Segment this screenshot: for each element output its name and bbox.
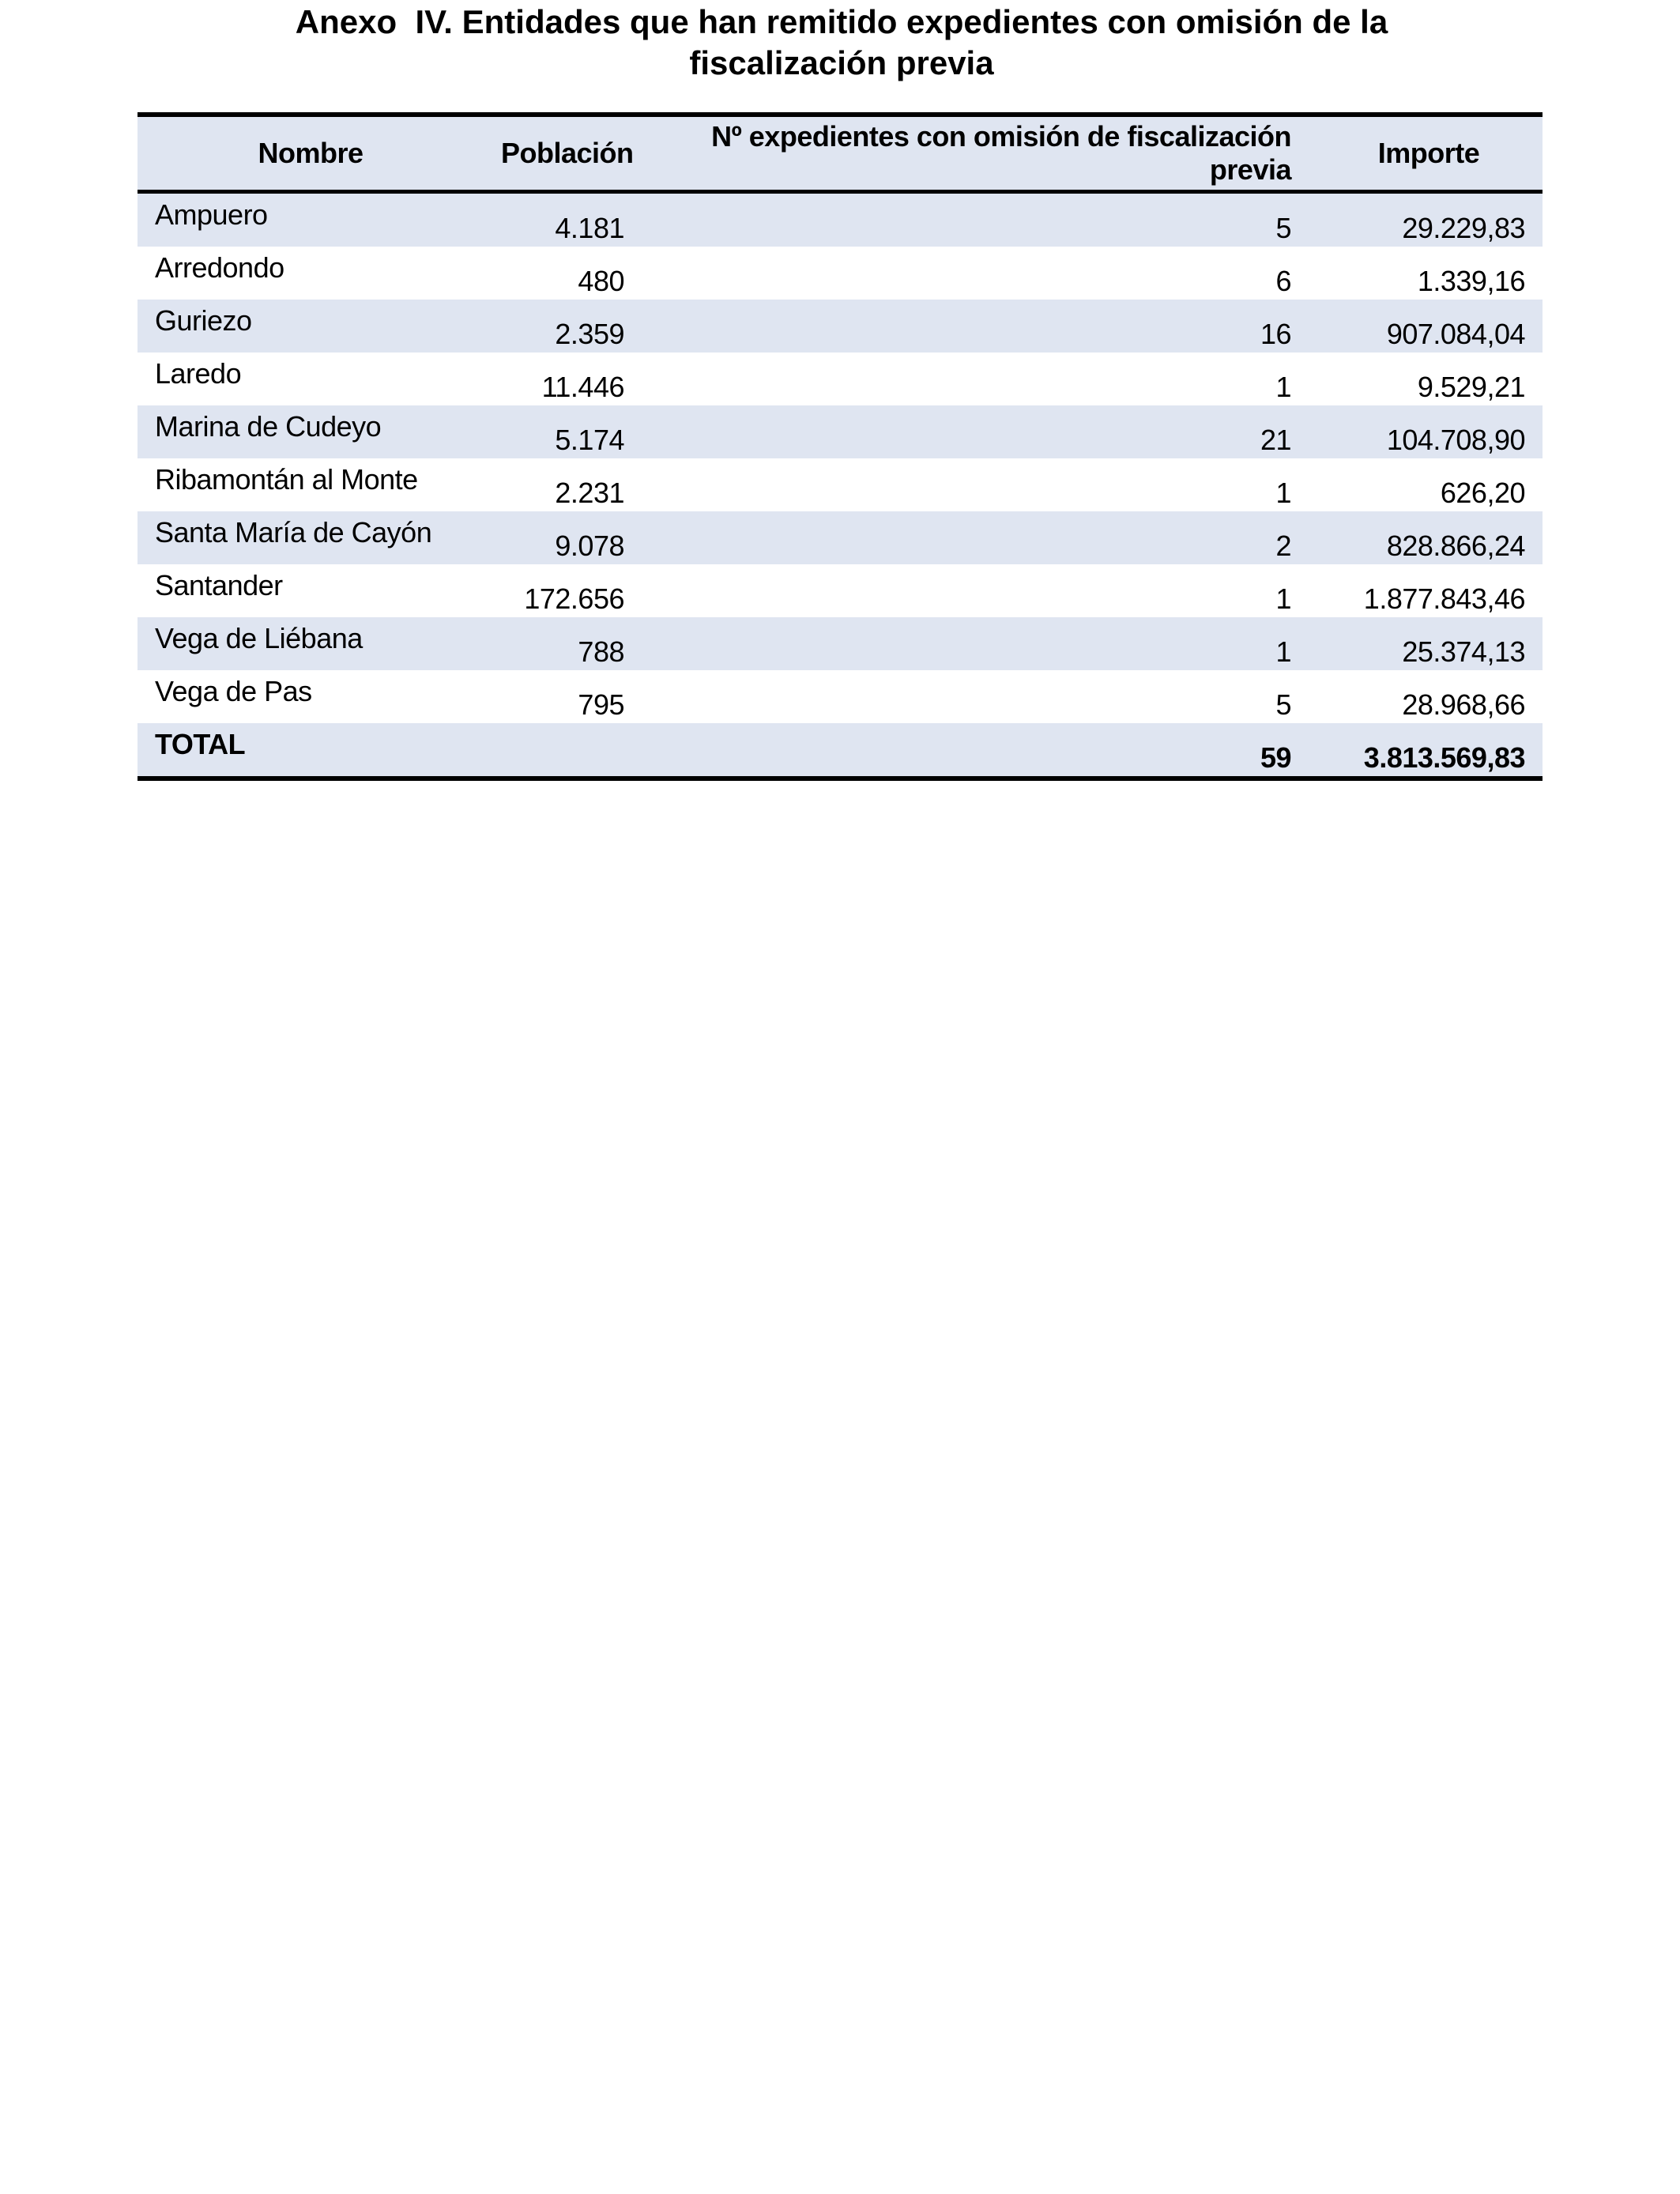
table-row — [137, 511, 1543, 564]
annex-table-container — [137, 112, 1543, 781]
cell-nombre: Arredondo — [155, 251, 284, 284]
header-poblacion: Población — [501, 137, 634, 169]
cell-expedientes: 21 — [1260, 424, 1291, 456]
title-line-1: Anexo IV. Entidades que han remitido expedientes con omisión de la — [295, 3, 1388, 40]
table-header — [137, 115, 1543, 192]
total-row — [137, 723, 1543, 778]
cell-importe: 1.877.843,46 — [1363, 582, 1525, 615]
table-row — [137, 670, 1543, 723]
cell-importe: 28.968,66 — [1402, 688, 1525, 721]
table-row — [137, 300, 1543, 352]
header-importe: Importe — [1377, 137, 1480, 169]
cell-importe: 104.708,90 — [1386, 424, 1525, 456]
cell-poblacion: 9.078 — [555, 530, 624, 562]
table-row — [137, 247, 1543, 300]
table-row — [137, 405, 1543, 458]
total-importe: 3.813.569,83 — [1363, 741, 1525, 774]
cell-poblacion: 5.174 — [555, 424, 624, 456]
header-row — [137, 115, 1543, 192]
cell-expedientes: 5 — [1275, 688, 1291, 721]
total-expedientes: 59 — [1260, 741, 1291, 774]
cell-nombre: Santander — [155, 569, 283, 601]
cell-importe: 626,20 — [1440, 477, 1525, 509]
table-row — [137, 617, 1543, 670]
title-line-2: fiscalización previa — [689, 44, 994, 81]
cell-poblacion: 788 — [578, 635, 624, 668]
cell-poblacion: 172.656 — [524, 582, 624, 615]
cell-expedientes: 5 — [1275, 212, 1291, 244]
table-row — [137, 458, 1543, 511]
cell-importe: 907.084,04 — [1386, 318, 1525, 350]
cell-nombre: Marina de Cudeyo — [155, 410, 382, 443]
total-label: TOTAL — [155, 728, 246, 760]
cell-nombre: Vega de Liébana — [155, 622, 363, 654]
cell-poblacion: 2.231 — [555, 477, 624, 509]
cell-importe: 25.374,13 — [1402, 635, 1525, 668]
cell-expedientes: 1 — [1275, 582, 1291, 615]
table-footer — [137, 723, 1543, 778]
cell-nombre: Vega de Pas — [155, 675, 312, 707]
cell-importe: 828.866,24 — [1386, 530, 1525, 562]
cell-expedientes: 1 — [1275, 371, 1291, 403]
cell-nombre: Ribamontán al Monte — [155, 463, 418, 496]
total-poblacion-empty — [484, 723, 642, 778]
cell-expedientes: 2 — [1275, 530, 1291, 562]
cell-poblacion: 4.181 — [555, 212, 624, 244]
cell-poblacion: 480 — [578, 265, 624, 297]
table-body — [137, 192, 1543, 724]
cell-expedientes: 1 — [1275, 635, 1291, 668]
header-expedientes: Nº expedientes con omisión de fiscalización previa — [711, 120, 1291, 186]
cell-nombre: Laredo — [155, 357, 242, 390]
cell-poblacion: 795 — [578, 688, 624, 721]
table-row — [137, 352, 1543, 405]
cell-nombre: Guriezo — [155, 304, 252, 337]
table-row — [137, 192, 1543, 247]
cell-poblacion: 11.446 — [541, 371, 624, 403]
cell-poblacion: 2.359 — [555, 318, 624, 350]
header-nombre: Nombre — [258, 137, 363, 169]
cell-importe: 29.229,83 — [1402, 212, 1525, 244]
cell-nombre: Ampuero — [155, 198, 268, 231]
cell-nombre: Santa María de Cayón — [155, 516, 432, 548]
document-title — [142, 2, 1541, 84]
cell-expedientes: 6 — [1275, 265, 1291, 297]
table-row — [137, 564, 1543, 617]
cell-importe: 1.339,16 — [1417, 265, 1525, 297]
annex-table — [137, 112, 1543, 781]
cell-expedientes: 1 — [1275, 477, 1291, 509]
cell-expedientes: 16 — [1260, 318, 1291, 350]
cell-importe: 9.529,21 — [1417, 371, 1525, 403]
